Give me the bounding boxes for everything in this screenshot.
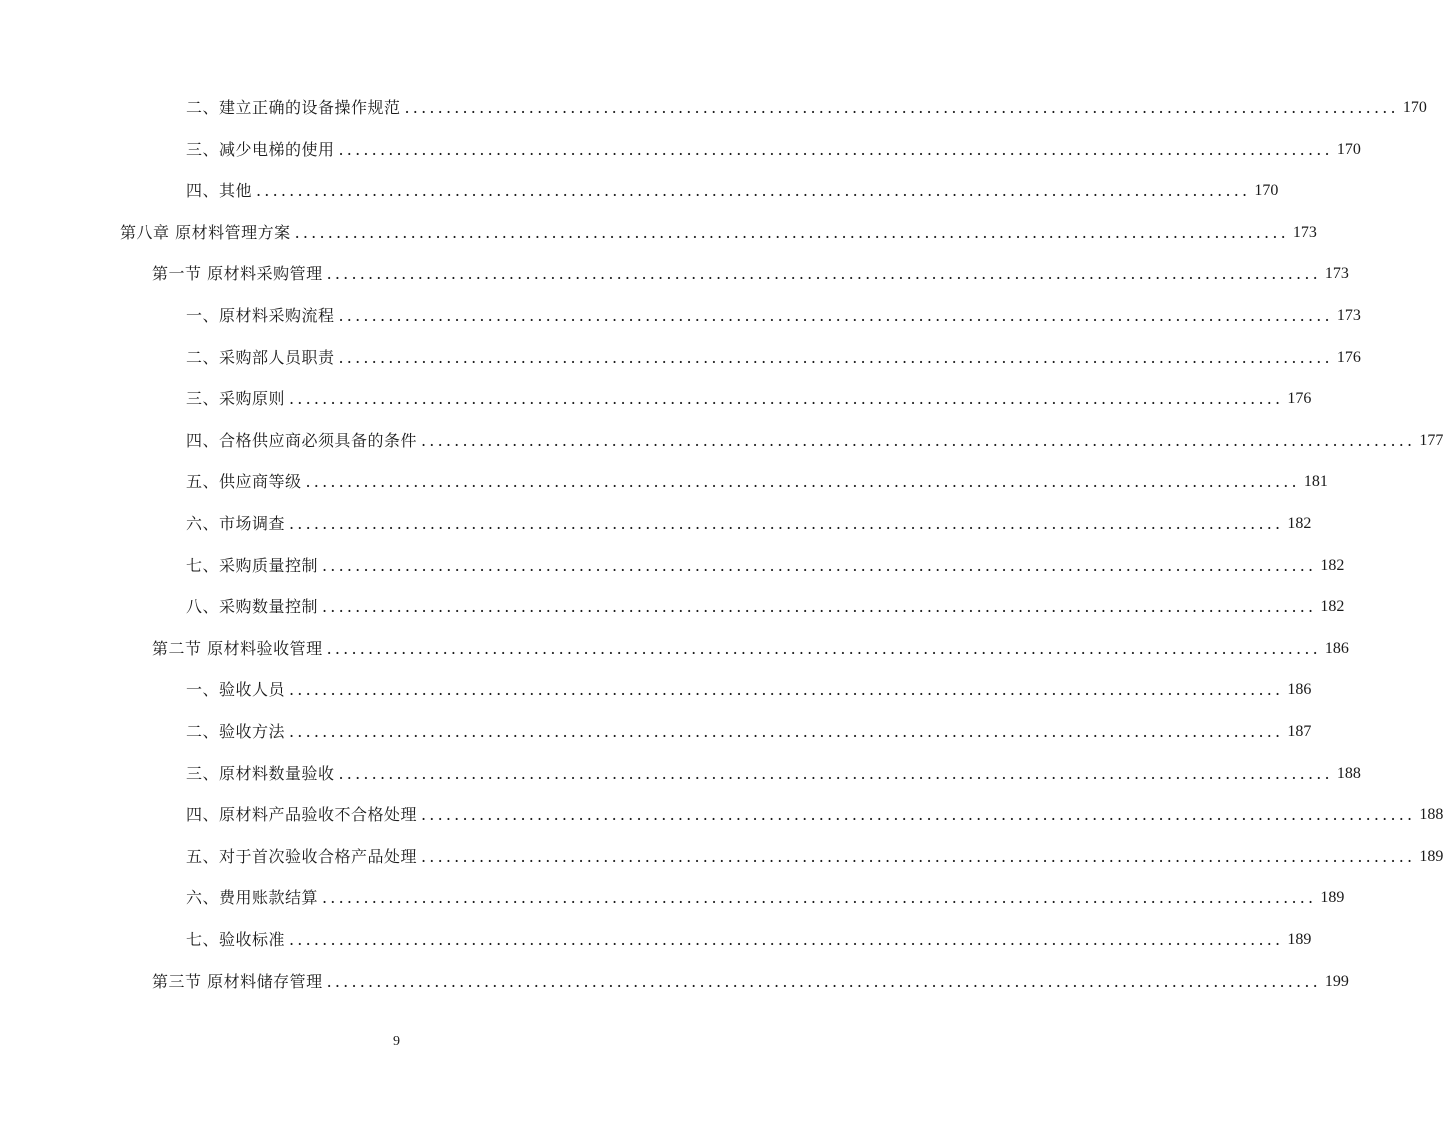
dot-leader: ........................................................................................................................ [338, 764, 1333, 783]
page-number: 9 [393, 1034, 400, 1049]
toc-entry-page: 188 [1419, 806, 1443, 823]
dot-leader: ........................................................................................................................ [322, 888, 1317, 907]
dot-leader: ........................................................................................................................ [256, 181, 1251, 200]
toc-entry-title: 二、验收方法 [186, 722, 286, 741]
toc-entry-page: 186 [1287, 681, 1312, 698]
dot-leader: ........................................................................................................................ [289, 930, 1284, 949]
toc-entry-title: 四、原材料产品验收不合格处理 [186, 805, 418, 824]
toc-entry[interactable] [186, 346, 1361, 370]
toc-entry-page: 176 [1336, 349, 1361, 366]
toc-entry[interactable] [152, 262, 1349, 286]
dot-leader: ........................................................................................................................ [294, 223, 1289, 242]
toc-entry-title: 二、采购部人员职责 [186, 348, 335, 367]
toc-entry-title: 第八章 原材料管理方案 [120, 223, 291, 242]
toc-entry-page: 182 [1320, 598, 1345, 615]
toc-entry-page: 199 [1324, 973, 1349, 990]
toc-entry-title: 第三节 原材料储存管理 [152, 972, 323, 991]
toc-entry[interactable] [186, 886, 1345, 910]
toc-entry-page: 189 [1287, 931, 1312, 948]
toc-entry-title: 四、其他 [186, 181, 253, 200]
toc-entry[interactable] [186, 387, 1312, 411]
dot-leader: ........................................................................................................................ [338, 348, 1333, 367]
toc-entry-title: 三、采购原则 [186, 389, 286, 408]
toc-entry-page: 177 [1419, 432, 1443, 449]
toc-entry-title: 四、合格供应商必须具备的条件 [186, 431, 418, 450]
toc-entry-page: 189 [1419, 848, 1443, 865]
dot-leader: ........................................................................................................................ [322, 597, 1317, 616]
toc-entry-title: 第一节 原材料采购管理 [152, 264, 323, 283]
dot-leader: ........................................................................................................................ [421, 431, 1416, 450]
toc-entry-title: 七、验收标准 [186, 930, 286, 949]
toc-entry[interactable] [186, 720, 1312, 744]
toc-entry[interactable] [186, 762, 1361, 786]
toc-entry[interactable] [120, 221, 1317, 245]
toc-entry-title: 六、市场调查 [186, 514, 286, 533]
toc-entry-title: 二、建立正确的设备操作规范 [186, 98, 401, 117]
dot-leader: ........................................................................................................................ [421, 847, 1416, 866]
toc-entry[interactable] [186, 470, 1328, 494]
toc-entry-page: 173 [1336, 307, 1361, 324]
toc-entry-title: 六、费用账款结算 [186, 888, 319, 907]
toc-entry-title: 一、原材料采购流程 [186, 306, 335, 325]
dot-leader: ........................................................................................................................ [326, 639, 1321, 658]
toc-entry[interactable] [152, 637, 1349, 661]
toc-entry[interactable] [186, 304, 1361, 328]
toc-entry-page: 170 [1254, 182, 1279, 199]
toc-entry-page: 173 [1324, 265, 1349, 282]
toc-entry-page: 176 [1287, 390, 1312, 407]
toc-entry-title: 第二节 原材料验收管理 [152, 639, 323, 658]
dot-leader: ........................................................................................................................ [338, 306, 1333, 325]
toc-entry-page: 182 [1287, 515, 1312, 532]
toc-entry-title: 七、采购质量控制 [186, 556, 319, 575]
toc-entry[interactable] [186, 678, 1312, 702]
dot-leader: ........................................................................................................................ [289, 514, 1284, 533]
toc-entry-page: 186 [1324, 640, 1349, 657]
toc-entry-page: 189 [1320, 889, 1345, 906]
dot-leader: ........................................................................................................................ [338, 140, 1333, 159]
dot-leader: ........................................................................................................................ [289, 680, 1284, 699]
dot-leader: ........................................................................................................................ [305, 472, 1300, 491]
toc-entry[interactable] [186, 845, 1443, 869]
toc-entry-title: 三、减少电梯的使用 [186, 140, 335, 159]
toc-entry-page: 188 [1336, 765, 1361, 782]
dot-leader: ........................................................................................................................ [326, 972, 1321, 991]
toc-entry-page: 173 [1292, 224, 1317, 241]
toc-entry-page: 182 [1320, 557, 1345, 574]
toc-entry-title: 一、验收人员 [186, 680, 286, 699]
toc-entry-title: 八、采购数量控制 [186, 597, 319, 616]
toc-entry-page: 187 [1287, 723, 1312, 740]
toc-entry[interactable] [186, 554, 1345, 578]
toc-entry[interactable] [186, 595, 1345, 619]
toc-entry-title: 三、原材料数量验收 [186, 764, 335, 783]
toc-entry[interactable] [186, 429, 1443, 453]
toc-entry-title: 五、供应商等级 [186, 472, 302, 491]
toc-entry[interactable] [152, 970, 1349, 994]
toc-entry[interactable] [186, 138, 1361, 162]
toc-entry-page: 170 [1402, 99, 1427, 116]
toc-entry[interactable] [186, 96, 1427, 120]
toc-entry-page: 170 [1336, 141, 1361, 158]
dot-leader: ........................................................................................................................ [421, 805, 1416, 824]
dot-leader: ........................................................................................................................ [289, 722, 1284, 741]
toc-entry-page: 181 [1303, 473, 1328, 490]
toc-entry[interactable] [186, 512, 1312, 536]
dot-leader: ........................................................................................................................ [289, 389, 1284, 408]
dot-leader: ........................................................................................................................ [326, 264, 1321, 283]
toc-entry[interactable] [186, 803, 1443, 827]
toc-entry[interactable] [186, 179, 1279, 203]
dot-leader: ........................................................................................................................ [404, 98, 1399, 117]
dot-leader: ........................................................................................................................ [322, 556, 1317, 575]
toc-entry[interactable] [186, 928, 1312, 952]
toc-entry-title: 五、对于首次验收合格产品处理 [186, 847, 418, 866]
